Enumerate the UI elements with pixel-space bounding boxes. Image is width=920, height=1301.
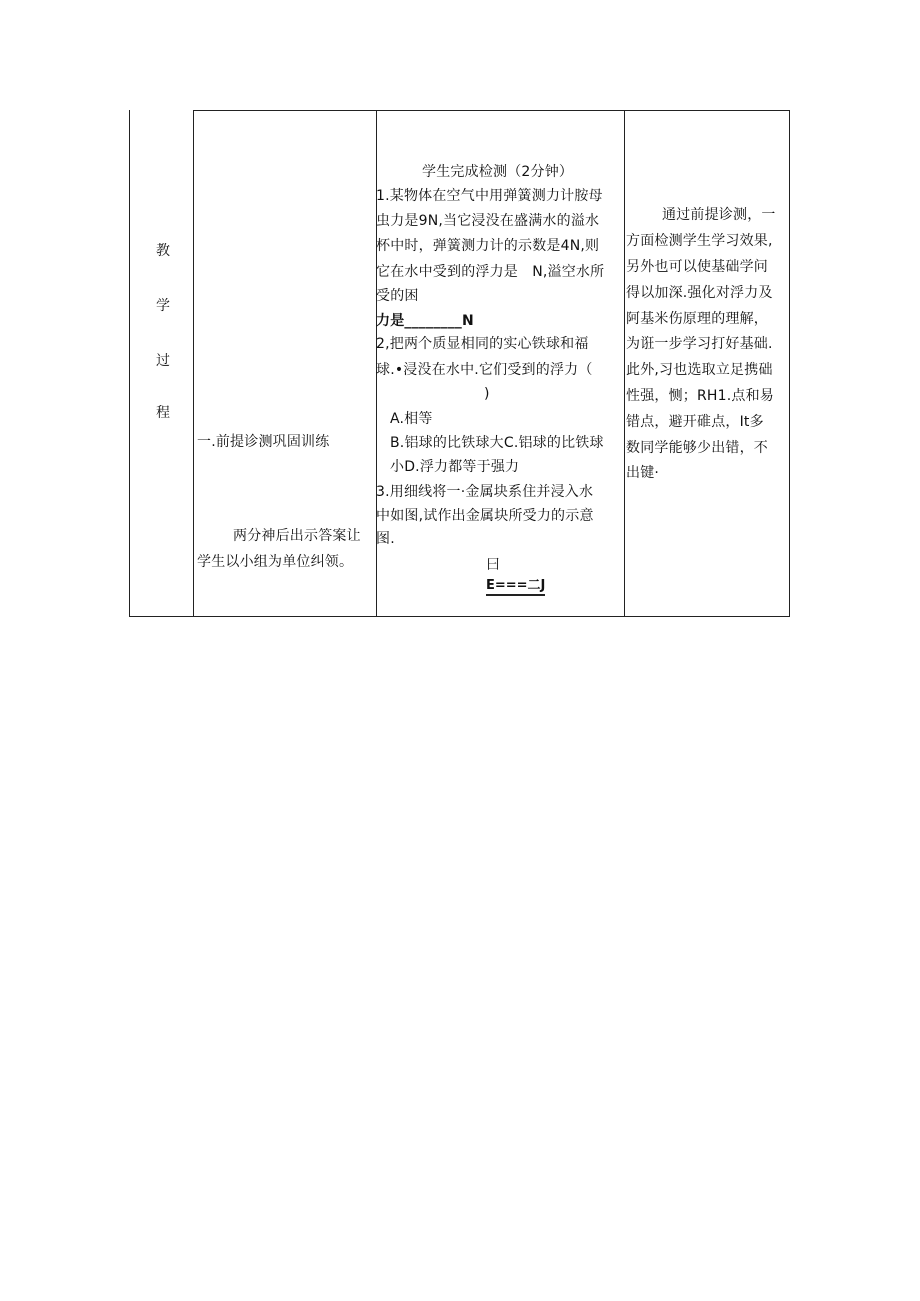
figure-water-line: E===二J: [486, 578, 545, 596]
purpose-cell: [624, 110, 789, 617]
purpose-line: 为诳一步学习打好基础.: [626, 336, 773, 352]
activity-note-line: 两分神后出示答案让: [233, 528, 361, 544]
purpose-line: 阿基米伤原理的理解，: [626, 311, 768, 327]
purpose-line: 另外也可以使基础学问: [626, 259, 768, 275]
purpose-line: 得以加深.强化对浮力及: [626, 285, 773, 301]
activity-title: 一.前提诊测巩固训练: [197, 434, 330, 450]
exercise-option: A.相等: [390, 411, 433, 427]
activity-cell: [193, 110, 376, 617]
purpose-line: 数同学能够少出错，不: [626, 440, 768, 456]
purpose-line: 出键·: [626, 465, 660, 481]
exercise-line: 杯中时，弹簧测力计的示数是4N,则: [376, 238, 600, 254]
exercise-cell: [376, 110, 624, 617]
exercise-line: 2,把两个质显相同的实心铁球和福: [376, 336, 589, 352]
lesson-plan-table: [129, 110, 790, 617]
purpose-line: 通过前提诊测，一: [662, 207, 776, 223]
exercise-line: 图.: [376, 531, 395, 547]
exercise-option: 小D.浮力都等于强力: [390, 459, 520, 475]
purpose-line: 性强，恻；RH1.点和易: [626, 388, 775, 404]
purpose-line: 方面检测学生学习效果,: [626, 233, 773, 249]
section-label-char: 教: [156, 243, 170, 259]
table-border-right: [789, 110, 790, 617]
exercise-heading: 学生完成检测（2分钟）: [422, 164, 574, 180]
exercise-line: 球.•浸没在水中.它们受到的浮力（: [376, 362, 593, 378]
section-label-cell: [129, 110, 193, 617]
section-label-char: 学: [156, 298, 170, 314]
exercise-line: ): [484, 386, 490, 402]
exercise-line: 虫力是9N,当它浸没在盛满水的溢水: [376, 213, 600, 229]
figure-container-glyph: 曰: [486, 557, 500, 573]
exercise-line: 中如图,试作出金属块所受力的示意: [376, 508, 594, 524]
exercise-line: 受的困: [376, 288, 419, 304]
activity-note-line: 学生以小组为单位纠领。: [197, 554, 354, 570]
purpose-line: 错点，避开碓点，It多: [626, 414, 764, 430]
section-label-char: 程: [156, 405, 170, 421]
exercise-line: 3.用细线将一·金属块系住并浸入水: [376, 484, 594, 500]
exercise-line: 它在水中受到的浮力是 N,溢空水所: [376, 264, 605, 280]
purpose-line: 此外,习也选取立足携础: [626, 362, 773, 378]
exercise-line: 1.某物体在空气中用弹簧测力计胺母: [376, 188, 603, 204]
section-label-char: 过: [156, 353, 170, 369]
exercise-line: 力是________N: [376, 313, 474, 329]
exercise-option: B.铝球的比铁球大C.铝球的比铁球: [390, 435, 604, 451]
